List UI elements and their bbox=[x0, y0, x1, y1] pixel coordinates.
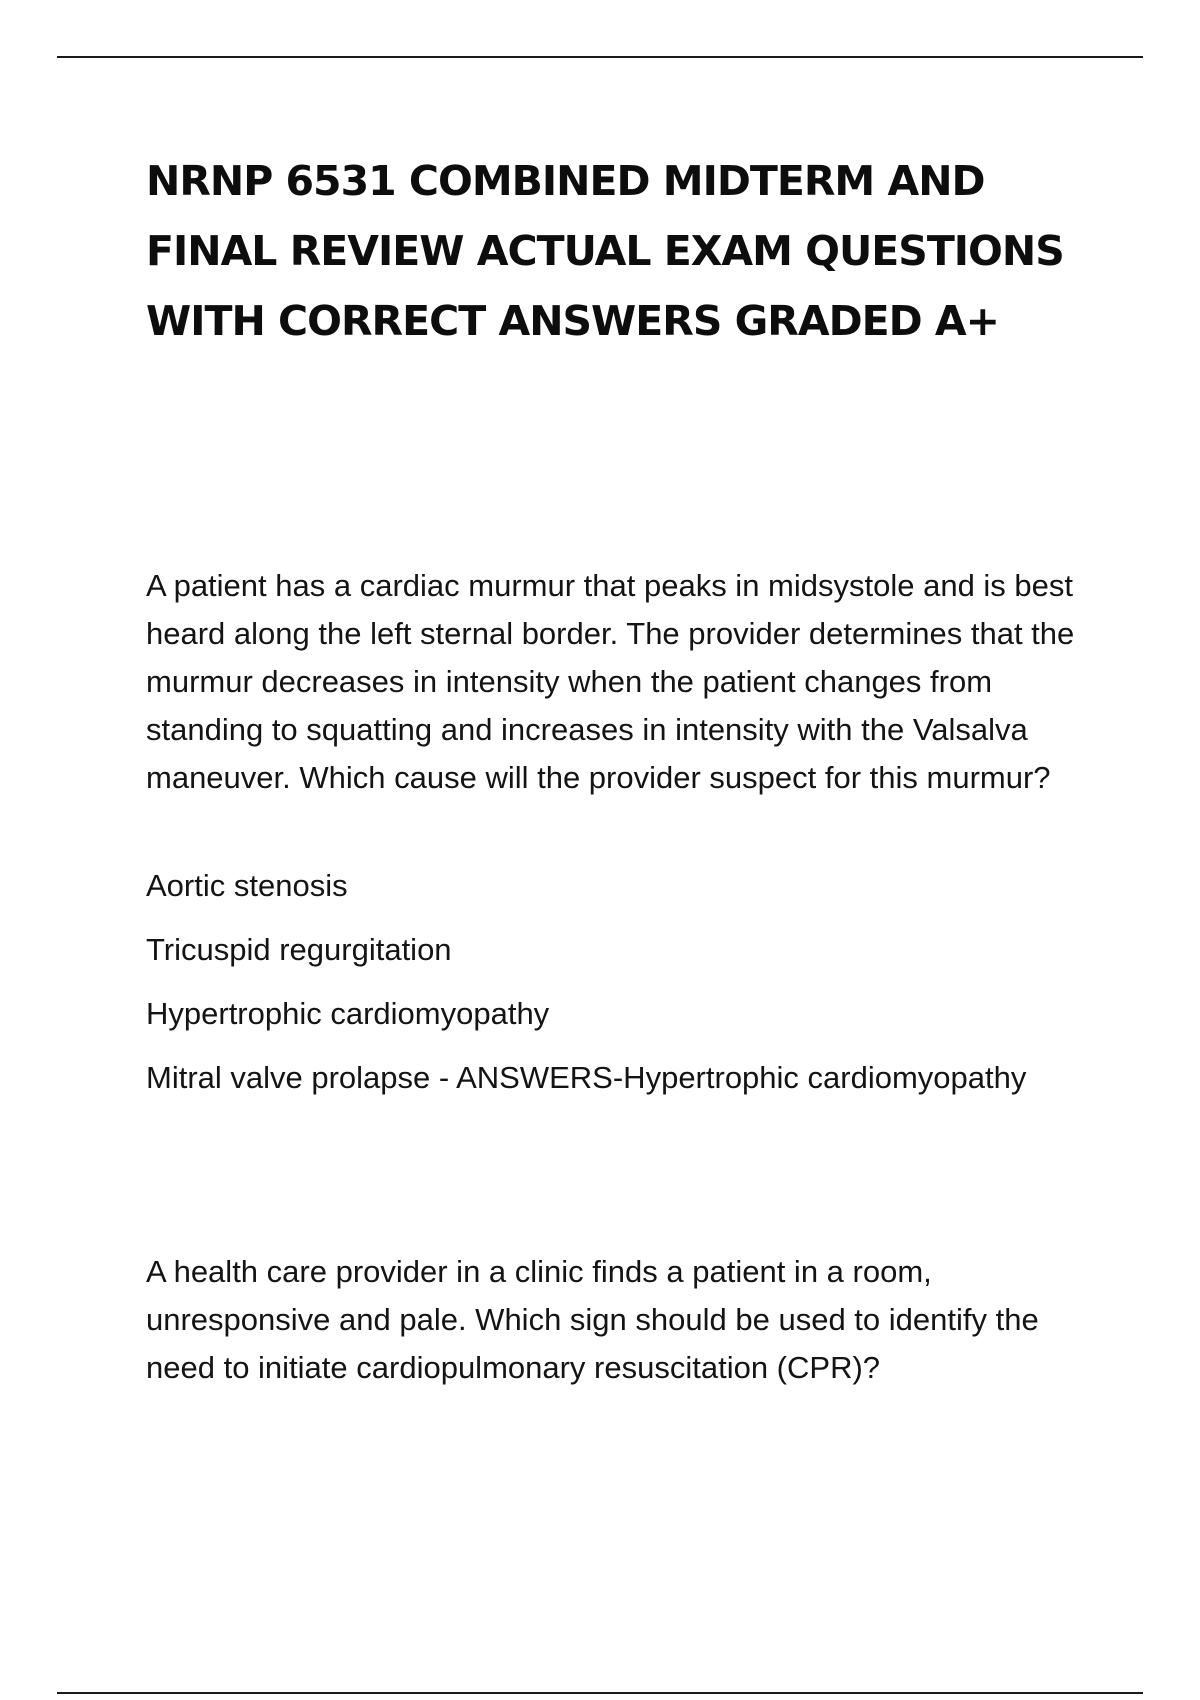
document-title: NRNP 6531 COMBINED MIDTERM AND FINAL REVIEW ACTUAL EXAM QUESTIONS WITH CORRECT ANSWERS GRADED A+ bbox=[146, 157, 1064, 345]
question-1-options bbox=[146, 862, 1026, 1118]
option-item: Aortic stenosis bbox=[146, 868, 348, 903]
header-rule bbox=[57, 56, 1143, 58]
option-item: Hypertrophic cardiomyopathy bbox=[146, 996, 550, 1031]
question-1-text: A patient has a cardiac murmur that peaks in midsystole and is best heard along the left sternal border. The provider determines that the murmur decreases in intensity when the patient changes from standing to squatting and increases in intensity with the Valsalva maneuver. Which cause will the provider suspect for this murmur? bbox=[146, 568, 1075, 795]
option-item: Tricuspid regurgitation bbox=[146, 932, 452, 967]
option-item-with-answer: Mitral valve prolapse - ANSWERS-Hypertrophic cardiomyopathy bbox=[146, 1060, 1027, 1095]
footer-rule bbox=[57, 1692, 1143, 1694]
question-2-text: A health care provider in a clinic finds a patient in a room, unresponsive and pale. Which sign should be used to identify the need to initiate cardiopulmonary resuscitation (CPR)? bbox=[146, 1254, 1039, 1385]
